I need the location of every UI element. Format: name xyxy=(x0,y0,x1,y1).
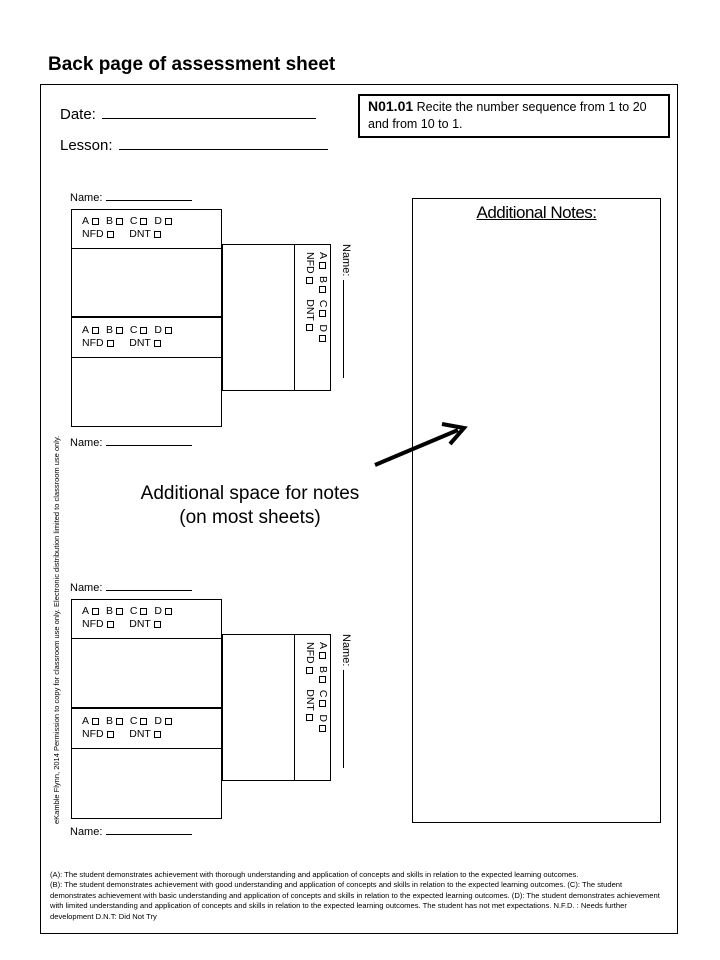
checkbox-c[interactable] xyxy=(319,700,326,707)
additional-notes-box[interactable] xyxy=(412,198,661,823)
checkbox-a[interactable] xyxy=(92,327,99,334)
checkbox-c[interactable] xyxy=(140,327,147,334)
checkbox-c[interactable] xyxy=(140,608,147,615)
arrow-icon xyxy=(370,418,470,470)
checkbox-c[interactable] xyxy=(140,218,147,225)
checkbox-b[interactable] xyxy=(116,327,123,334)
checkbox-a[interactable] xyxy=(92,218,99,225)
checkbox-a[interactable] xyxy=(92,718,99,725)
grade-options[interactable]: A B C D NFD DNT xyxy=(303,642,329,736)
checkbox-c[interactable] xyxy=(140,718,147,725)
copyright-notice: eKamble Flynn, 2014 Permission to copy for classroom use only. Electronic distribution limited to classroom use only. xyxy=(52,435,61,824)
checkbox-nfd[interactable] xyxy=(107,621,114,628)
student-name-field[interactable]: Name: xyxy=(70,192,192,204)
checkbox-nfd[interactable] xyxy=(306,277,313,284)
checkbox-d[interactable] xyxy=(165,718,172,725)
assessment-card-rotated xyxy=(222,634,331,781)
checkbox-b[interactable] xyxy=(116,718,123,725)
student-name-field[interactable]: Name: xyxy=(70,582,192,594)
checkbox-d[interactable] xyxy=(319,335,326,342)
date-field[interactable] xyxy=(60,106,316,123)
callout-text xyxy=(100,482,400,530)
callout-line-2: (on most sheets) xyxy=(179,507,321,528)
student-name-field[interactable]: Name: xyxy=(340,244,352,378)
student-name-field[interactable]: Name: xyxy=(70,437,192,449)
checkbox-a[interactable] xyxy=(319,262,326,269)
checkbox-b[interactable] xyxy=(116,608,123,615)
callout-line-1: Additional space for notes xyxy=(140,483,360,504)
checkbox-nfd[interactable] xyxy=(306,667,313,674)
grade-options[interactable]: A B C D NFD DNT xyxy=(82,605,176,631)
checkbox-d[interactable] xyxy=(319,725,326,732)
checkbox-nfd[interactable] xyxy=(107,231,114,238)
grade-options[interactable]: A B C D NFD DNT xyxy=(82,215,176,241)
checkbox-d[interactable] xyxy=(165,218,172,225)
checkbox-dnt[interactable] xyxy=(306,324,313,331)
grade-options[interactable]: A B C D NFD DNT xyxy=(303,252,329,346)
checkbox-nfd[interactable] xyxy=(107,340,114,347)
checkbox-dnt[interactable] xyxy=(154,621,161,628)
checkbox-dnt[interactable] xyxy=(154,731,161,738)
checkbox-b[interactable] xyxy=(319,676,326,683)
checkbox-nfd[interactable] xyxy=(107,731,114,738)
legend-line: (A): The student demonstrates achievement with thorough understanding and application of concepts and skills in relation to the expected learning outcomes. xyxy=(50,870,579,879)
student-name-field[interactable]: Name: xyxy=(340,634,352,768)
assessment-card-pair xyxy=(71,599,222,819)
notes-title: Additional Notes: xyxy=(476,203,597,222)
assessment-card-rotated xyxy=(222,244,331,391)
checkbox-dnt[interactable] xyxy=(154,340,161,347)
checkbox-a[interactable] xyxy=(92,608,99,615)
date-label: Date: xyxy=(60,106,96,123)
checkbox-c[interactable] xyxy=(319,310,326,317)
checkbox-d[interactable] xyxy=(165,608,172,615)
checkbox-dnt[interactable] xyxy=(154,231,161,238)
lesson-label: Lesson: xyxy=(60,137,113,154)
outcome-text: Recite the number sequence from 1 to 20 and from 10 to 1. xyxy=(368,100,647,131)
checkbox-d[interactable] xyxy=(165,327,172,334)
legend-line: (B): The student demonstrates achievement with good understanding and application of concepts and skills in relation to the expected learning outcomes. (C): The student demonstrates achievement with basic understanding and application of concepts and skills in relation to the expected learning outcomes. (D): The student demonstrates achievement with limited understanding and application of concepts and skills in relation to the expected learning outcomes. The student has not met expectations. N.F.D. : Needs further development D.N.T: Did Not Try xyxy=(50,880,660,921)
outcome-box xyxy=(358,94,670,138)
checkbox-dnt[interactable] xyxy=(306,714,313,721)
grade-options[interactable]: A B C D NFD DNT xyxy=(82,324,176,350)
lesson-field[interactable] xyxy=(60,137,328,154)
student-name-field[interactable]: Name: xyxy=(70,826,192,838)
checkbox-a[interactable] xyxy=(319,652,326,659)
checkbox-b[interactable] xyxy=(116,218,123,225)
checkbox-b[interactable] xyxy=(319,286,326,293)
grade-options[interactable]: A B C D NFD DNT xyxy=(82,715,176,741)
grading-legend xyxy=(50,870,670,922)
assessment-card-pair xyxy=(71,209,222,427)
page-title: Back page of assessment sheet xyxy=(48,54,336,75)
outcome-code: N01.01 xyxy=(368,98,414,114)
